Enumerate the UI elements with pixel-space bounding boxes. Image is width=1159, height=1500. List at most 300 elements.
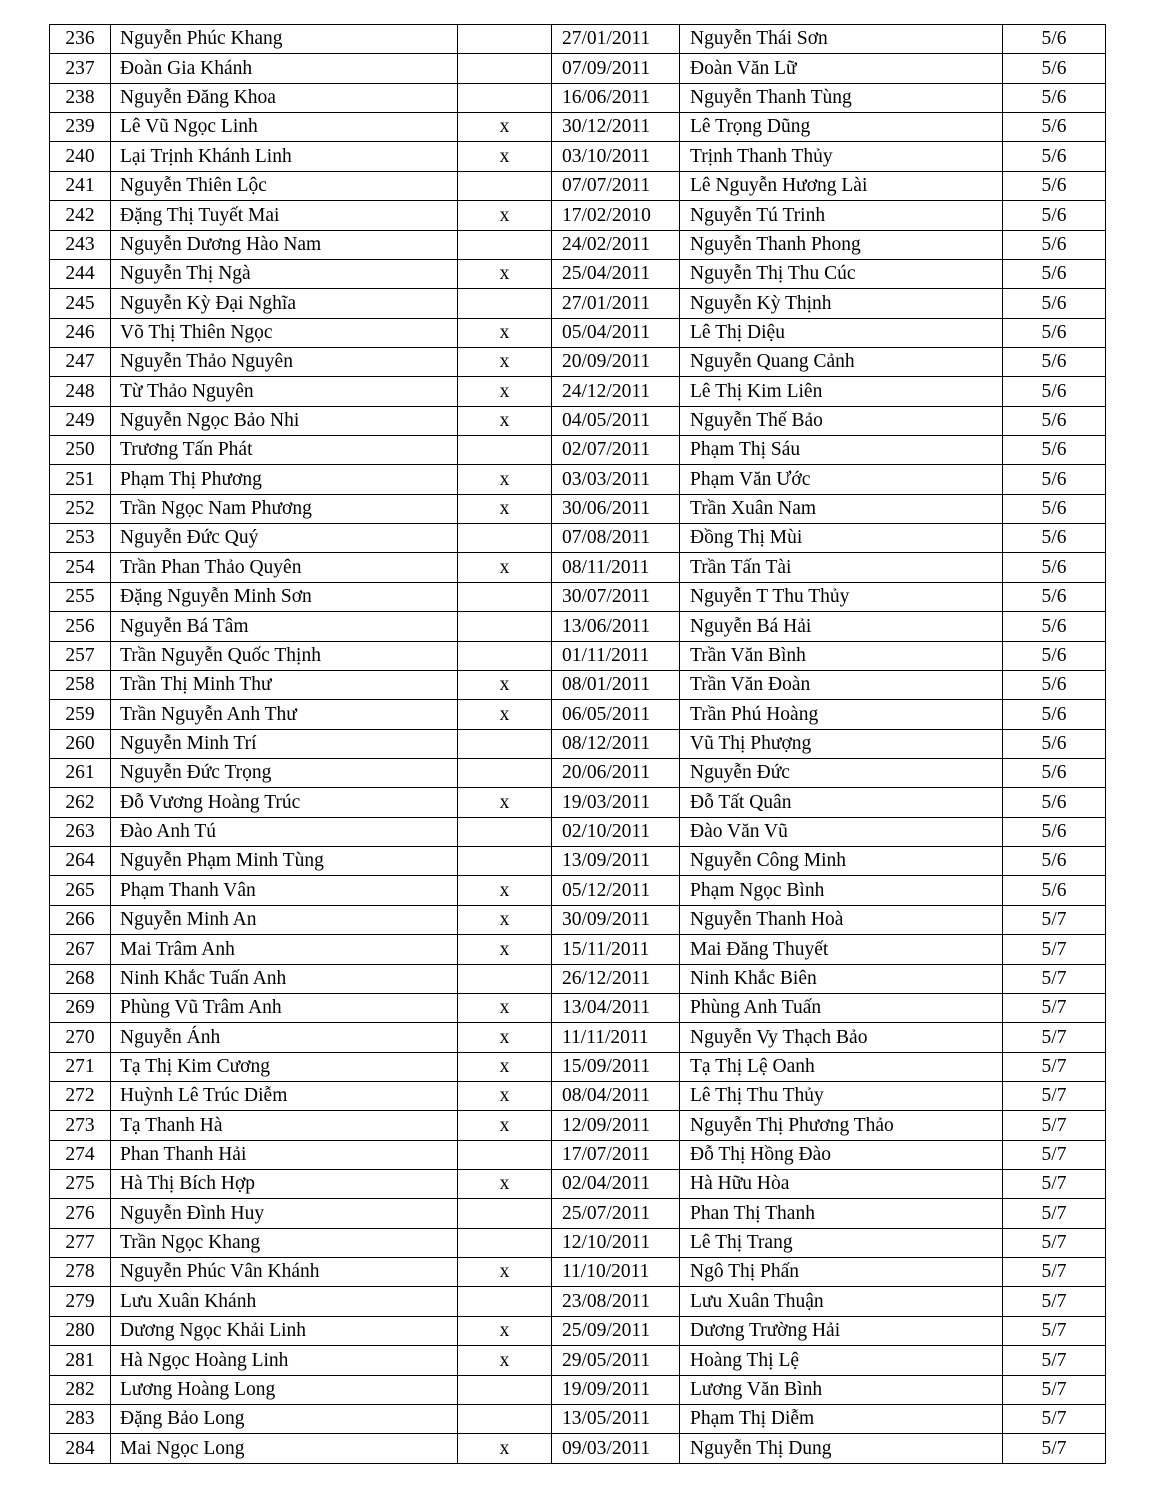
female-mark-cell [458, 436, 552, 465]
table-row [50, 318, 1106, 347]
female-mark-cell: x [458, 1111, 552, 1140]
class-cell: 5/6 [1003, 171, 1106, 200]
birth-date-cell: 19/03/2011 [552, 788, 680, 817]
parent-name-cell: Phạm Thị Sáu [680, 436, 1003, 465]
parent-name-cell: Đỗ Thị Hồng Đào [680, 1140, 1003, 1169]
student-name-cell: Mai Trâm Anh [111, 935, 458, 964]
female-mark-cell [458, 1375, 552, 1404]
student-name-cell: Nguyễn Ánh [111, 1023, 458, 1052]
female-mark-cell: x [458, 993, 552, 1022]
row-number-cell: 272 [50, 1081, 111, 1110]
table-row [50, 1434, 1106, 1463]
parent-name-cell: Nguyễn Thị Phương Thảo [680, 1111, 1003, 1140]
student-name-cell: Từ Thảo Nguyên [111, 377, 458, 406]
parent-name-cell: Lê Thị Kim Liên [680, 377, 1003, 406]
student-name-cell: Trần Nguyễn Anh Thư [111, 700, 458, 729]
row-number-cell: 271 [50, 1052, 111, 1081]
female-mark-cell [458, 817, 552, 846]
parent-name-cell: Nguyễn Thái Sơn [680, 25, 1003, 54]
table-row [50, 1404, 1106, 1433]
class-cell: 5/7 [1003, 1111, 1106, 1140]
birth-date-cell: 27/01/2011 [552, 289, 680, 318]
student-name-cell: Nguyễn Thảo Nguyên [111, 347, 458, 376]
female-mark-cell: x [458, 788, 552, 817]
table-row [50, 641, 1106, 670]
student-name-cell: Đặng Thị Tuyết Mai [111, 201, 458, 230]
parent-name-cell: Lương Văn Bình [680, 1375, 1003, 1404]
row-number-cell: 239 [50, 113, 111, 142]
parent-name-cell: Đỗ Tất Quân [680, 788, 1003, 817]
table-row [50, 817, 1106, 846]
class-cell: 5/6 [1003, 83, 1106, 112]
student-name-cell: Đặng Nguyễn Minh Sơn [111, 582, 458, 611]
birth-date-cell: 24/12/2011 [552, 377, 680, 406]
female-mark-cell: x [458, 1316, 552, 1345]
row-number-cell: 264 [50, 847, 111, 876]
table-row [50, 54, 1106, 83]
female-mark-cell: x [458, 465, 552, 494]
birth-date-cell: 12/10/2011 [552, 1228, 680, 1257]
female-mark-cell: x [458, 1170, 552, 1199]
student-name-cell: Nguyễn Thị Ngà [111, 259, 458, 288]
female-mark-cell [458, 964, 552, 993]
row-number-cell: 267 [50, 935, 111, 964]
class-cell: 5/7 [1003, 1170, 1106, 1199]
female-mark-cell [458, 847, 552, 876]
student-name-cell: Võ Thị Thiên Ngọc [111, 318, 458, 347]
row-number-cell: 268 [50, 964, 111, 993]
class-cell: 5/7 [1003, 1052, 1106, 1081]
student-name-cell: Nguyễn Đức Quý [111, 524, 458, 553]
parent-name-cell: Nguyễn Đức [680, 758, 1003, 787]
table-row [50, 1081, 1106, 1110]
birth-date-cell: 08/12/2011 [552, 729, 680, 758]
parent-name-cell: Ninh Khắc Biên [680, 964, 1003, 993]
table-row [50, 83, 1106, 112]
class-cell: 5/6 [1003, 289, 1106, 318]
table-row [50, 905, 1106, 934]
birth-date-cell: 25/09/2011 [552, 1316, 680, 1345]
female-mark-cell: x [458, 935, 552, 964]
female-mark-cell: x [458, 876, 552, 905]
female-mark-cell: x [458, 201, 552, 230]
parent-name-cell: Nguyễn Thanh Tùng [680, 83, 1003, 112]
student-name-cell: Nguyễn Phúc Vân Khánh [111, 1258, 458, 1287]
student-name-cell: Trương Tấn Phát [111, 436, 458, 465]
parent-name-cell: Nguyễn Thế Bảo [680, 406, 1003, 435]
class-cell: 5/7 [1003, 1140, 1106, 1169]
row-number-cell: 279 [50, 1287, 111, 1316]
female-mark-cell: x [458, 347, 552, 376]
birth-date-cell: 13/04/2011 [552, 993, 680, 1022]
female-mark-cell: x [458, 1023, 552, 1052]
table-row [50, 993, 1106, 1022]
parent-name-cell: Đào Văn Vũ [680, 817, 1003, 846]
birth-date-cell: 05/04/2011 [552, 318, 680, 347]
female-mark-cell [458, 83, 552, 112]
table-row [50, 259, 1106, 288]
table-row [50, 1316, 1106, 1345]
table-row [50, 700, 1106, 729]
student-name-cell: Trần Ngọc Nam Phương [111, 494, 458, 523]
birth-date-cell: 20/06/2011 [552, 758, 680, 787]
class-cell: 5/6 [1003, 230, 1106, 259]
student-name-cell: Lê Vũ Ngọc Linh [111, 113, 458, 142]
birth-date-cell: 02/07/2011 [552, 436, 680, 465]
class-cell: 5/6 [1003, 641, 1106, 670]
row-number-cell: 278 [50, 1258, 111, 1287]
female-mark-cell: x [458, 553, 552, 582]
class-cell: 5/6 [1003, 524, 1106, 553]
class-cell: 5/6 [1003, 259, 1106, 288]
table-row [50, 1375, 1106, 1404]
table-row [50, 406, 1106, 435]
student-name-cell: Mai Ngọc Long [111, 1434, 458, 1463]
birth-date-cell: 13/09/2011 [552, 847, 680, 876]
female-mark-cell [458, 230, 552, 259]
table-row [50, 465, 1106, 494]
class-cell: 5/7 [1003, 1199, 1106, 1228]
row-number-cell: 284 [50, 1434, 111, 1463]
birth-date-cell: 24/02/2011 [552, 230, 680, 259]
student-name-cell: Hà Thị Bích Hợp [111, 1170, 458, 1199]
female-mark-cell: x [458, 700, 552, 729]
parent-name-cell: Phạm Thị Diễm [680, 1404, 1003, 1433]
row-number-cell: 257 [50, 641, 111, 670]
female-mark-cell [458, 1199, 552, 1228]
class-cell: 5/7 [1003, 1404, 1106, 1433]
parent-name-cell: Nguyễn Tú Trinh [680, 201, 1003, 230]
female-mark-cell [458, 1287, 552, 1316]
table-row [50, 494, 1106, 523]
class-cell: 5/7 [1003, 1316, 1106, 1345]
row-number-cell: 247 [50, 347, 111, 376]
student-name-cell: Phùng Vũ Trâm Anh [111, 993, 458, 1022]
row-number-cell: 270 [50, 1023, 111, 1052]
table-row [50, 788, 1106, 817]
parent-name-cell: Nguyễn Quang Cảnh [680, 347, 1003, 376]
table-row [50, 935, 1106, 964]
parent-name-cell: Lưu Xuân Thuận [680, 1287, 1003, 1316]
row-number-cell: 258 [50, 670, 111, 699]
parent-name-cell: Nguyễn Thị Thu Cúc [680, 259, 1003, 288]
parent-name-cell: Phan Thị Thanh [680, 1199, 1003, 1228]
class-cell: 5/6 [1003, 436, 1106, 465]
female-mark-cell: x [458, 1434, 552, 1463]
class-cell: 5/6 [1003, 729, 1106, 758]
row-number-cell: 260 [50, 729, 111, 758]
class-cell: 5/6 [1003, 817, 1106, 846]
birth-date-cell: 23/08/2011 [552, 1287, 680, 1316]
class-cell: 5/7 [1003, 1434, 1106, 1463]
class-cell: 5/6 [1003, 847, 1106, 876]
female-mark-cell: x [458, 494, 552, 523]
student-name-cell: Nguyễn Ngọc Bảo Nhi [111, 406, 458, 435]
student-name-cell: Nguyễn Đức Trọng [111, 758, 458, 787]
parent-name-cell: Nguyễn Thị Dung [680, 1434, 1003, 1463]
birth-date-cell: 09/03/2011 [552, 1434, 680, 1463]
student-name-cell: Lưu Xuân Khánh [111, 1287, 458, 1316]
student-name-cell: Đoàn Gia Khánh [111, 54, 458, 83]
birth-date-cell: 03/03/2011 [552, 465, 680, 494]
class-cell: 5/7 [1003, 1081, 1106, 1110]
female-mark-cell [458, 641, 552, 670]
female-mark-cell [458, 1228, 552, 1257]
female-mark-cell: x [458, 905, 552, 934]
student-name-cell: Trần Nguyễn Quốc Thịnh [111, 641, 458, 670]
female-mark-cell [458, 729, 552, 758]
parent-name-cell: Tạ Thị Lệ Oanh [680, 1052, 1003, 1081]
row-number-cell: 259 [50, 700, 111, 729]
student-name-cell: Nguyễn Bá Tâm [111, 612, 458, 641]
female-mark-cell: x [458, 1346, 552, 1375]
table-row [50, 670, 1106, 699]
birth-date-cell: 08/01/2011 [552, 670, 680, 699]
female-mark-cell: x [458, 259, 552, 288]
table-row [50, 964, 1106, 993]
parent-name-cell: Vũ Thị Phượng [680, 729, 1003, 758]
female-mark-cell [458, 25, 552, 54]
table-row [50, 347, 1106, 376]
female-mark-cell: x [458, 406, 552, 435]
class-cell: 5/7 [1003, 1023, 1106, 1052]
student-name-cell: Trần Ngọc Khang [111, 1228, 458, 1257]
parent-name-cell: Lê Thị Thu Thủy [680, 1081, 1003, 1110]
row-number-cell: 281 [50, 1346, 111, 1375]
student-name-cell: Đặng Bảo Long [111, 1404, 458, 1433]
parent-name-cell: Mai Đăng Thuyết [680, 935, 1003, 964]
female-mark-cell: x [458, 377, 552, 406]
table-row [50, 1287, 1106, 1316]
birth-date-cell: 02/10/2011 [552, 817, 680, 846]
class-cell: 5/7 [1003, 1346, 1106, 1375]
class-cell: 5/7 [1003, 1375, 1106, 1404]
female-mark-cell: x [458, 318, 552, 347]
row-number-cell: 275 [50, 1170, 111, 1199]
parent-name-cell: Đoàn Văn Lữ [680, 54, 1003, 83]
row-number-cell: 276 [50, 1199, 111, 1228]
birth-date-cell: 30/12/2011 [552, 113, 680, 142]
student-name-cell: Đào Anh Tú [111, 817, 458, 846]
table-row [50, 171, 1106, 200]
student-name-cell: Tạ Thanh Hà [111, 1111, 458, 1140]
table-row [50, 1258, 1106, 1287]
parent-name-cell: Trần Văn Bình [680, 641, 1003, 670]
table-row [50, 582, 1106, 611]
table-row [50, 612, 1106, 641]
birth-date-cell: 02/04/2011 [552, 1170, 680, 1199]
female-mark-cell: x [458, 1081, 552, 1110]
class-cell: 5/6 [1003, 788, 1106, 817]
class-cell: 5/7 [1003, 935, 1106, 964]
female-mark-cell [458, 612, 552, 641]
table-row [50, 1228, 1106, 1257]
birth-date-cell: 16/06/2011 [552, 83, 680, 112]
table-row [50, 289, 1106, 318]
student-name-cell: Nguyễn Phạm Minh Tùng [111, 847, 458, 876]
class-cell: 5/7 [1003, 1287, 1106, 1316]
class-cell: 5/6 [1003, 406, 1106, 435]
student-name-cell: Nguyễn Dương Hào Nam [111, 230, 458, 259]
parent-name-cell: Nguyễn Vy Thạch Bảo [680, 1023, 1003, 1052]
student-name-cell: Hà Ngọc Hoàng Linh [111, 1346, 458, 1375]
row-number-cell: 240 [50, 142, 111, 171]
table-row [50, 553, 1106, 582]
parent-name-cell: Phạm Ngọc Bình [680, 876, 1003, 905]
student-name-cell: Nguyễn Thiên Lộc [111, 171, 458, 200]
class-cell: 5/7 [1003, 1228, 1106, 1257]
parent-name-cell: Trịnh Thanh Thủy [680, 142, 1003, 171]
female-mark-cell [458, 54, 552, 83]
class-cell: 5/7 [1003, 905, 1106, 934]
birth-date-cell: 29/05/2011 [552, 1346, 680, 1375]
parent-name-cell: Đồng Thị Mùi [680, 524, 1003, 553]
table-row [50, 1052, 1106, 1081]
row-number-cell: 249 [50, 406, 111, 435]
roster-body [50, 25, 1106, 1464]
row-number-cell: 280 [50, 1316, 111, 1345]
birth-date-cell: 30/09/2011 [552, 905, 680, 934]
table-row [50, 436, 1106, 465]
table-row [50, 876, 1106, 905]
student-name-cell: Tạ Thị Kim Cương [111, 1052, 458, 1081]
birth-date-cell: 07/08/2011 [552, 524, 680, 553]
table-row [50, 25, 1106, 54]
table-row [50, 113, 1106, 142]
student-name-cell: Phạm Thị Phương [111, 465, 458, 494]
student-name-cell: Nguyễn Đăng Khoa [111, 83, 458, 112]
row-number-cell: 253 [50, 524, 111, 553]
birth-date-cell: 05/12/2011 [552, 876, 680, 905]
class-cell: 5/6 [1003, 201, 1106, 230]
birth-date-cell: 07/09/2011 [552, 54, 680, 83]
birth-date-cell: 30/06/2011 [552, 494, 680, 523]
female-mark-cell [458, 1404, 552, 1433]
parent-name-cell: Lê Thị Diệu [680, 318, 1003, 347]
table-row [50, 201, 1106, 230]
birth-date-cell: 19/09/2011 [552, 1375, 680, 1404]
class-cell: 5/7 [1003, 964, 1106, 993]
row-number-cell: 254 [50, 553, 111, 582]
row-number-cell: 250 [50, 436, 111, 465]
parent-name-cell: Dương Trường Hải [680, 1316, 1003, 1345]
parent-name-cell: Trần Xuân Nam [680, 494, 1003, 523]
female-mark-cell [458, 171, 552, 200]
table-row [50, 1023, 1106, 1052]
birth-date-cell: 13/06/2011 [552, 612, 680, 641]
row-number-cell: 237 [50, 54, 111, 83]
student-roster-table [49, 24, 1106, 1464]
parent-name-cell: Hà Hữu Hòa [680, 1170, 1003, 1199]
row-number-cell: 236 [50, 25, 111, 54]
female-mark-cell [458, 1140, 552, 1169]
parent-name-cell: Ngô Thị Phấn [680, 1258, 1003, 1287]
parent-name-cell: Lê Trọng Dũng [680, 113, 1003, 142]
female-mark-cell: x [458, 113, 552, 142]
parent-name-cell: Nguyễn Bá Hải [680, 612, 1003, 641]
birth-date-cell: 11/10/2011 [552, 1258, 680, 1287]
row-number-cell: 242 [50, 201, 111, 230]
row-number-cell: 244 [50, 259, 111, 288]
row-number-cell: 283 [50, 1404, 111, 1433]
birth-date-cell: 13/05/2011 [552, 1404, 680, 1433]
row-number-cell: 255 [50, 582, 111, 611]
class-cell: 5/6 [1003, 347, 1106, 376]
class-cell: 5/6 [1003, 582, 1106, 611]
birth-date-cell: 17/02/2010 [552, 201, 680, 230]
row-number-cell: 262 [50, 788, 111, 817]
row-number-cell: 266 [50, 905, 111, 934]
table-row [50, 1199, 1106, 1228]
row-number-cell: 261 [50, 758, 111, 787]
row-number-cell: 243 [50, 230, 111, 259]
table-row [50, 230, 1106, 259]
table-row [50, 847, 1106, 876]
student-name-cell: Trần Thị Minh Thư [111, 670, 458, 699]
birth-date-cell: 11/11/2011 [552, 1023, 680, 1052]
parent-name-cell: Lê Thị Trang [680, 1228, 1003, 1257]
class-cell: 5/7 [1003, 993, 1106, 1022]
birth-date-cell: 15/09/2011 [552, 1052, 680, 1081]
birth-date-cell: 03/10/2011 [552, 142, 680, 171]
parent-name-cell: Lê Nguyễn Hương Lài [680, 171, 1003, 200]
class-cell: 5/6 [1003, 670, 1106, 699]
row-number-cell: 256 [50, 612, 111, 641]
row-number-cell: 252 [50, 494, 111, 523]
student-name-cell: Nguyễn Minh Trí [111, 729, 458, 758]
female-mark-cell [458, 289, 552, 318]
row-number-cell: 282 [50, 1375, 111, 1404]
row-number-cell: 269 [50, 993, 111, 1022]
class-cell: 5/6 [1003, 553, 1106, 582]
row-number-cell: 273 [50, 1111, 111, 1140]
female-mark-cell [458, 758, 552, 787]
row-number-cell: 238 [50, 83, 111, 112]
class-cell: 5/6 [1003, 377, 1106, 406]
student-name-cell: Ninh Khắc Tuấn Anh [111, 964, 458, 993]
parent-name-cell: Nguyễn Công Minh [680, 847, 1003, 876]
class-cell: 5/6 [1003, 318, 1106, 347]
class-cell: 5/6 [1003, 25, 1106, 54]
table-row [50, 729, 1106, 758]
student-name-cell: Dương Ngọc Khải Linh [111, 1316, 458, 1345]
row-number-cell: 274 [50, 1140, 111, 1169]
row-number-cell: 263 [50, 817, 111, 846]
table-row [50, 1346, 1106, 1375]
row-number-cell: 245 [50, 289, 111, 318]
parent-name-cell: Phạm Văn Ước [680, 465, 1003, 494]
student-name-cell: Đỗ Vương Hoàng Trúc [111, 788, 458, 817]
parent-name-cell: Trần Phú Hoàng [680, 700, 1003, 729]
table-row [50, 377, 1106, 406]
parent-name-cell: Phùng Anh Tuấn [680, 993, 1003, 1022]
birth-date-cell: 08/11/2011 [552, 553, 680, 582]
female-mark-cell: x [458, 1258, 552, 1287]
row-number-cell: 241 [50, 171, 111, 200]
student-name-cell: Lại Trịnh Khánh Linh [111, 142, 458, 171]
table-row [50, 1140, 1106, 1169]
birth-date-cell: 17/07/2011 [552, 1140, 680, 1169]
student-name-cell: Nguyễn Phúc Khang [111, 25, 458, 54]
table-row [50, 142, 1106, 171]
student-name-cell: Huỳnh Lê Trúc Diễm [111, 1081, 458, 1110]
birth-date-cell: 07/07/2011 [552, 171, 680, 200]
student-name-cell: Lương Hoàng Long [111, 1375, 458, 1404]
class-cell: 5/6 [1003, 876, 1106, 905]
student-name-cell: Nguyễn Kỳ Đại Nghĩa [111, 289, 458, 318]
parent-name-cell: Hoàng Thị Lệ [680, 1346, 1003, 1375]
parent-name-cell: Nguyễn Kỳ Thịnh [680, 289, 1003, 318]
